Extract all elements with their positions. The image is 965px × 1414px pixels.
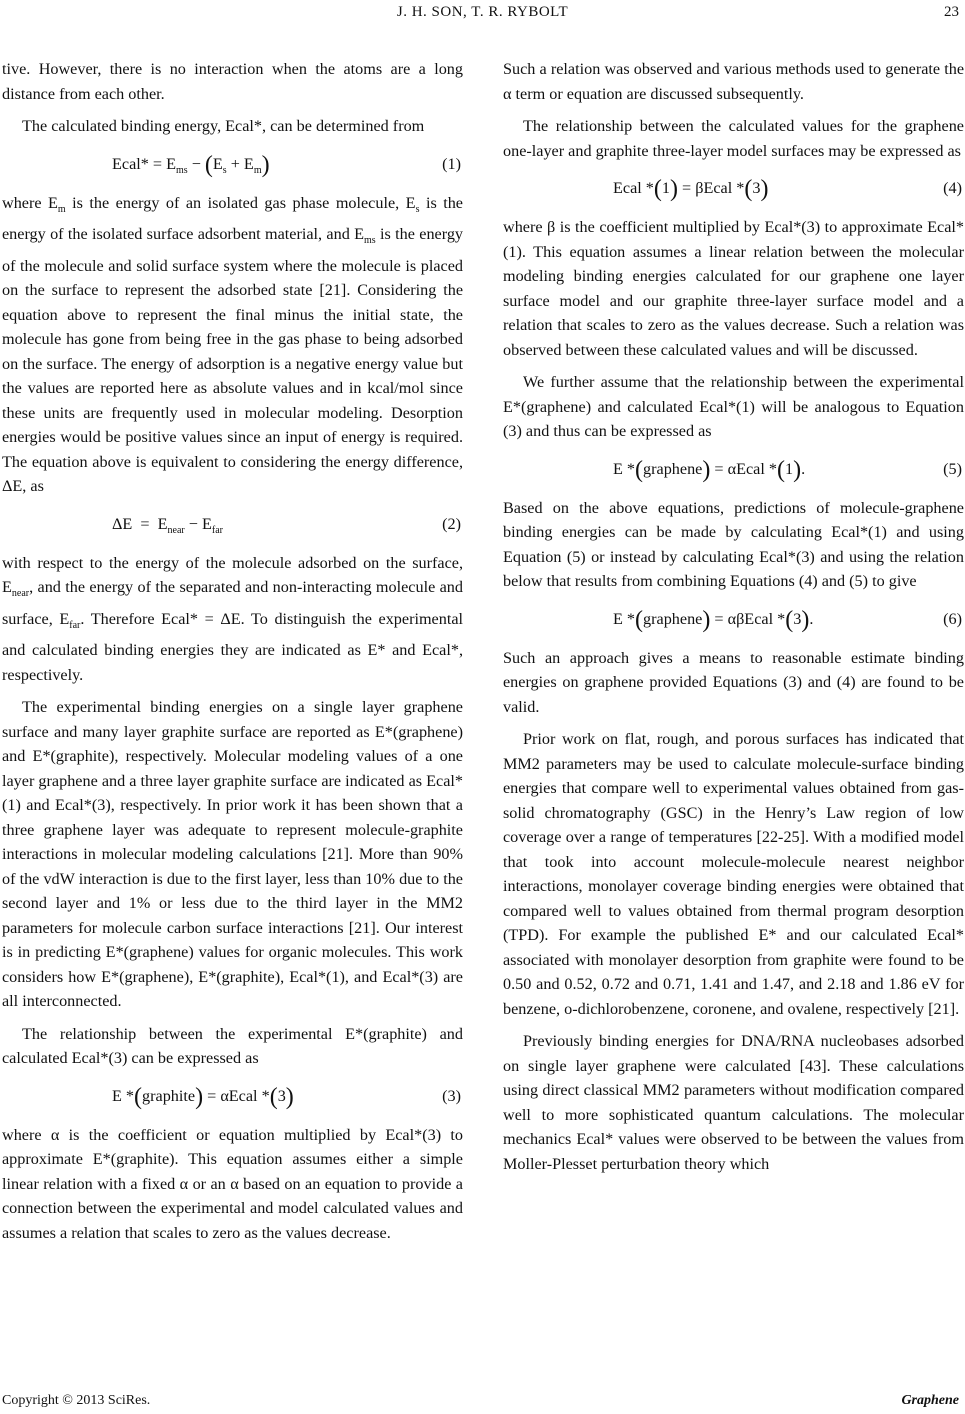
paragraph: Such a relation was observed and various methods used to generate the α term or equation are discussed subsequently.: [503, 60, 964, 103]
paragraph: The calculated binding energy, Ecal*, can be determined from: [22, 117, 425, 135]
equation-number: (6): [943, 609, 962, 628]
equation-1: [2, 147, 463, 183]
equation-number: (2): [442, 514, 461, 533]
left-column: [2, 57, 463, 1253]
equation-body: E *(graphene) = αEcal *(1).: [613, 456, 806, 483]
equation-number: (5): [943, 459, 962, 478]
running-title: J. H. SON, T. R. RYBOLT: [396, 4, 569, 20]
equation-body: Ecal *(1) = βEcal *(3): [613, 176, 769, 202]
paragraph: Previously binding energies for DNA/RNA nucleobases adsorbed on single layer graphene were calculated [43]. These calculations using direct classical MM2 parameters without modification compared well to more sophisticated quantum calculations. The molecular mechanics Ecal* values were observed to be between the values from Moller-Plesset perturbation theory which: [503, 1032, 964, 1173]
paragraph: where $E_m$ is the energy of an isolated gas phase molecule, $E_s$ is the energy of the isolated surface adsorbent material, and $E_{ms}$ is the energy of the molecule and solid surface system where the molecule is placed on the surface to represent the adsorbed state [21]. Considering the equation above to represent the final minus the initial state, the molecule has gone from being free in the gas phase to being adsorbed on the surface. The energy of adsorption is a negative energy value but the values are reported here as absolute values and in kcal/mol since these units are frequently used in molecular modeling. Desorption energies would be positive values since an input of energy is required. The equation above is equivalent to considering the energy difference, ΔE, as: [2, 193, 464, 495]
equation-5: [503, 452, 964, 488]
equation-body: Ecal* = $E_{ms} - (E_s + E_m)$: [112, 151, 270, 178]
equation-4: [503, 171, 964, 207]
equation-body: E *(graphene) = αβEcal *(3).: [613, 606, 814, 633]
equation-number: (1): [442, 154, 461, 173]
equation-number: (4): [943, 179, 962, 197]
paragraph: with respect to the energy of the molecule adsorbed on the surface, $E_{near}$, and the energy of the separated and non-interacting molecule and surface, $E_{far}$. Therefore Ecal* = ΔE. To distinguish the experimental and calculated binding energies they are indicated as E* and Ecal*, respectively.: [2, 553, 464, 684]
paragraph: Prior work on flat, rough, and porous surfaces has indicated that MM2 parameters may be used to calculate molecule-surface binding energies that compare well to experimental values obtained from gas-solid chromatography (GSC) in the Henry’s Law region of low coverage over a range of temperatures [22-25]. With a modified model that took into account molecule-molecule nearest neighbor interactions, monolayer coverage binding energies were obtained that compared well to values obtained from thermal program desorption (TPD). For example the published E* and our calculated Ecal* associated with monolayer desorption from graphite were found to be 0.50 and 0.52, 0.72 and 0.71, 1.41 and 1.47, and 2.18 and 1.86 eV for benzene, o-dichlorobenzene, coronene, and ovalene, respectively [21].: [503, 730, 964, 1018]
paragraph: We further assume that the relationship between the experimental E*(graphene) and calculated Ecal*(1) will be analogous to Equation (3) and thus can be expressed as: [503, 373, 964, 440]
equation-body: E *(graphite) = αEcal *(3): [112, 1083, 294, 1110]
paragraph: The relationship between the experimental E*(graphite) and calculated Ecal*(3) can be expressed as: [2, 1024, 463, 1067]
equation-number: (3): [442, 1086, 461, 1105]
paragraph: The experimental binding energies on a single layer graphene surface and many layer graphite surface are reported as E*(graphene) and E*(graphite), respectively. Molecular modeling values of a one layer graphene and a three layer graphite surface are indicated as Ecal*(1) and Ecal*(3), respectively. In prior work it has been shown that a three graphene layer was adequate to represent molecule-graphite interactions in molecular modeling calculations [21]. More than 90% of the vdW interaction is due to the first layer, less than 10% due to the second layer and 1% or less due to the third layer in the MM2 parameters for molecule carbon surface interactions [21]. Our interest is in predicting E*(graphene) values for organic molecules. This work considers how E*(graphene), E*(graphite), Ecal*(1), and Ecal*(3) are all interconnected.: [2, 698, 463, 1010]
page-number: 23: [944, 4, 959, 20]
equation-body: $\Delta E = E_{near} - E_{far}$: [112, 514, 223, 536]
paragraph: Such an approach gives a means to reasonable estimate binding energies on graphene provided Equations (3) and (4) are found to be valid.: [503, 648, 964, 716]
running-header: [0, 2, 965, 26]
paragraph: where α is the coefficient or equation multiplied by Ecal*(3) to approximate E*(graphite). This equation assumes either a simple linear relation with a fixed α or an α based on an equation to provide a connection between the experimental and model calculated values and assumes a relation that scales to zero as the values decrease.: [2, 1125, 463, 1242]
equation-3: [2, 1079, 463, 1115]
copyright-notice: Copyright © 2013 SciRes.: [2, 1393, 151, 1408]
equation-6: [503, 602, 964, 638]
paragraph: tive. However, there is no interaction when the atoms are a long distance from each other.: [2, 60, 463, 103]
paragraph: The relationship between the calculated values for the graphene one-layer and graphite three-layer model surfaces may be expressed as: [503, 117, 964, 160]
journal-name: Graphene: [901, 1393, 959, 1408]
right-column: [503, 57, 964, 1184]
equation-2: [2, 507, 463, 543]
paragraph: Based on the above equations, predictions of molecule-graphene binding energies can be made by calculating Ecal*(1) and using Equation (5) or instead by calculating Ecal*(3) and using the relation below that results from combining Equations (4) and (5) to give: [503, 498, 964, 590]
paragraph: where β is the coefficient multiplied by Ecal*(3) to approximate Ecal*(1). This equation assumes a linear relation between the molecular modeling binding energies calculated for our graphene one layer surface model and our graphite three-layer surface model and a relation that scales to zero as the values decrease. Such a relation was observed between these calculated values and will be discussed.: [503, 218, 964, 359]
